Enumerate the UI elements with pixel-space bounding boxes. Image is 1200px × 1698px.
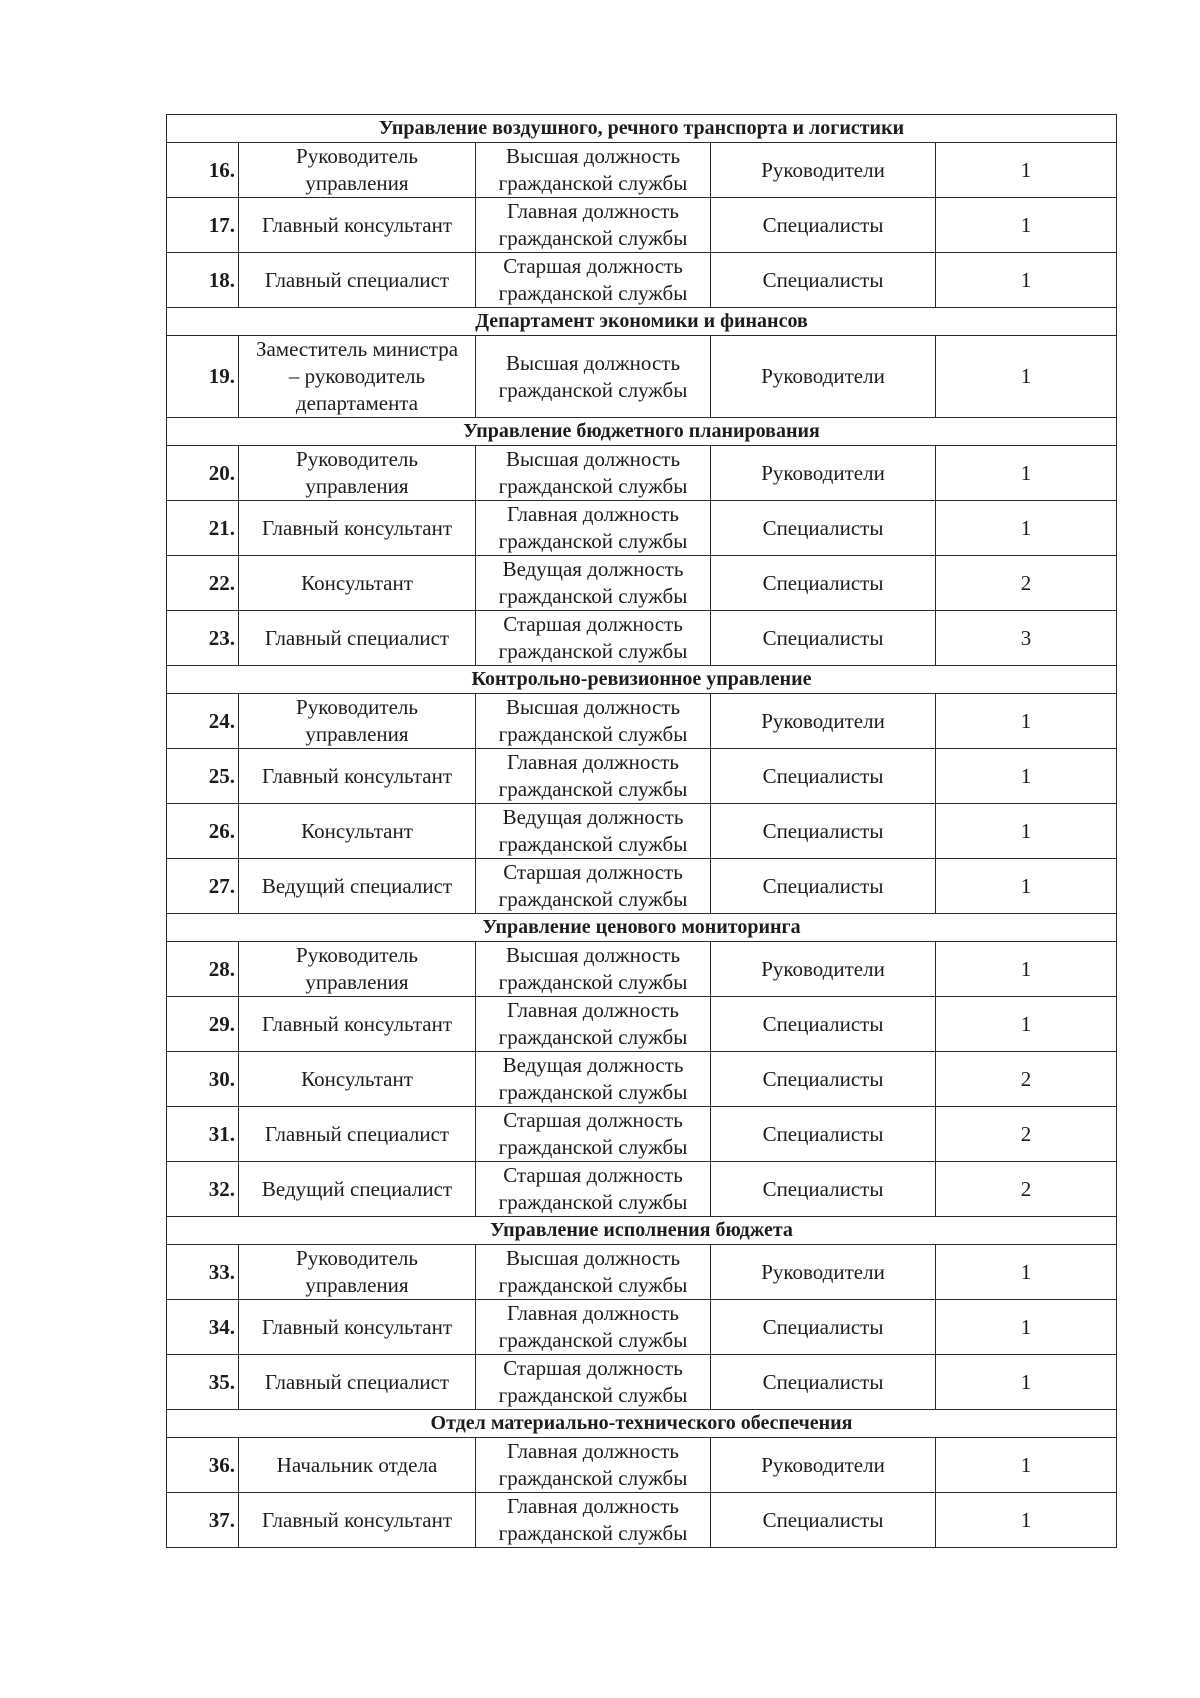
position-category-line: гражданской службы	[498, 722, 688, 746]
position-category	[476, 556, 711, 611]
position-category-line: гражданской службы	[498, 1521, 688, 1545]
position-title	[239, 143, 476, 198]
row-number: 27.	[167, 859, 239, 914]
table-row	[167, 501, 1117, 556]
section-header-row	[167, 914, 1117, 942]
position-count: 1	[936, 143, 1117, 198]
row-number: 36.	[167, 1438, 239, 1493]
position-category-line: гражданской службы	[498, 171, 688, 195]
position-title	[239, 1162, 476, 1217]
position-category-line: Старшая должность	[503, 1163, 683, 1187]
row-number: 33.	[167, 1245, 239, 1300]
position-title-line: Главный специалист	[264, 267, 450, 292]
position-category	[476, 1438, 711, 1493]
position-category	[476, 143, 711, 198]
position-group: Специалисты	[711, 1355, 936, 1410]
position-category-line: гражданской службы	[498, 887, 688, 911]
row-number: 35.	[167, 1355, 239, 1410]
position-category	[476, 1107, 711, 1162]
position-title	[239, 997, 476, 1052]
position-title	[239, 859, 476, 914]
position-title	[239, 1300, 476, 1355]
position-count: 1	[936, 198, 1117, 253]
position-count: 1	[936, 859, 1117, 914]
section-title: Контрольно-ревизионное управление	[167, 666, 1117, 694]
position-count: 3	[936, 611, 1117, 666]
position-group: Специалисты	[711, 556, 936, 611]
position-title-line: Ведущий специалист	[261, 1176, 453, 1201]
table-row	[167, 1300, 1117, 1355]
table-row	[167, 859, 1117, 914]
position-category-line: Главная должность	[507, 998, 679, 1022]
position-title	[239, 694, 476, 749]
position-title	[239, 942, 476, 997]
position-group: Специалисты	[711, 859, 936, 914]
position-group: Руководители	[711, 336, 936, 418]
table-row	[167, 253, 1117, 308]
position-group: Специалисты	[711, 611, 936, 666]
position-title	[239, 1438, 476, 1493]
row-number: 37.	[167, 1493, 239, 1548]
position-title-line: Руководитель	[296, 695, 418, 719]
row-number: 29.	[167, 997, 239, 1052]
position-title-line: – руководитель	[288, 364, 426, 388]
position-category	[476, 1162, 711, 1217]
position-category-line: Ведущая должность	[502, 557, 684, 581]
position-title-line: Главный консультант	[261, 763, 453, 788]
position-title-line: Руководитель	[296, 1246, 418, 1270]
position-category	[476, 942, 711, 997]
position-category-line: Высшая должность	[505, 695, 681, 719]
position-category-line: Высшая должность	[505, 943, 681, 967]
position-group: Руководители	[711, 1438, 936, 1493]
position-title-line: Консультант	[301, 570, 413, 595]
position-title	[239, 804, 476, 859]
position-category-line: Ведущая должность	[502, 805, 684, 829]
position-category-line: гражданской службы	[498, 529, 688, 553]
position-count: 1	[936, 694, 1117, 749]
position-category-line: гражданской службы	[498, 226, 688, 250]
position-count: 2	[936, 556, 1117, 611]
position-category-line: Ведущая должность	[502, 1053, 684, 1077]
section-header-row	[167, 666, 1117, 694]
position-title	[239, 501, 476, 556]
table-row	[167, 1245, 1117, 1300]
table-row	[167, 1355, 1117, 1410]
position-group: Руководители	[711, 446, 936, 501]
row-number: 32.	[167, 1162, 239, 1217]
row-number: 28.	[167, 942, 239, 997]
position-category-line: гражданской службы	[498, 777, 688, 801]
position-title-line: Главный специалист	[264, 1121, 450, 1146]
position-group: Специалисты	[711, 501, 936, 556]
table-row	[167, 997, 1117, 1052]
position-group: Руководители	[711, 942, 936, 997]
position-category-line: Старшая должность	[503, 860, 683, 884]
position-category-line: гражданской службы	[498, 1080, 688, 1104]
position-category	[476, 336, 711, 418]
position-category	[476, 198, 711, 253]
row-number: 22.	[167, 556, 239, 611]
position-group: Специалисты	[711, 1300, 936, 1355]
position-category	[476, 501, 711, 556]
table-body	[167, 115, 1117, 1548]
position-count: 1	[936, 253, 1117, 308]
table-row	[167, 1107, 1117, 1162]
position-category-line: гражданской службы	[498, 1190, 688, 1214]
position-category	[476, 997, 711, 1052]
position-count: 1	[936, 942, 1117, 997]
position-category-line: Старшая должность	[503, 254, 683, 278]
position-title	[239, 1052, 476, 1107]
section-header-row	[167, 115, 1117, 143]
position-count: 1	[936, 749, 1117, 804]
row-number: 18.	[167, 253, 239, 308]
section-title: Управление бюджетного планирования	[167, 418, 1117, 446]
position-category-line: Главная должность	[507, 502, 679, 526]
section-title: Управление ценового мониторинга	[167, 914, 1117, 942]
row-number: 20.	[167, 446, 239, 501]
position-title-line: управления	[305, 970, 409, 994]
position-title	[239, 336, 476, 418]
position-group: Руководители	[711, 694, 936, 749]
position-category-line: Старшая должность	[503, 1356, 683, 1380]
position-title-line: департамента	[295, 391, 419, 415]
position-title-line: Главный консультант	[261, 1507, 453, 1532]
position-title-line: управления	[305, 722, 409, 746]
position-category	[476, 1493, 711, 1548]
position-title	[239, 1493, 476, 1548]
position-title-line: Главный консультант	[261, 1011, 453, 1036]
table-row	[167, 942, 1117, 997]
position-title	[239, 1355, 476, 1410]
position-title-line: Ведущий специалист	[261, 873, 453, 898]
position-group: Руководители	[711, 1245, 936, 1300]
row-number: 25.	[167, 749, 239, 804]
position-category-line: гражданской службы	[498, 970, 688, 994]
row-number: 31.	[167, 1107, 239, 1162]
section-header-row	[167, 1410, 1117, 1438]
position-count: 1	[936, 1438, 1117, 1493]
position-title-line: управления	[305, 474, 409, 498]
position-category-line: гражданской службы	[498, 281, 688, 305]
position-title	[239, 611, 476, 666]
position-category-line: Высшая должность	[505, 144, 681, 168]
position-group: Специалисты	[711, 1162, 936, 1217]
row-number: 21.	[167, 501, 239, 556]
position-category-line: Старшая должность	[503, 1108, 683, 1132]
position-category	[476, 446, 711, 501]
row-number: 24.	[167, 694, 239, 749]
position-category-line: гражданской службы	[498, 1328, 688, 1352]
position-title-line: Главный специалист	[264, 1369, 450, 1394]
position-title	[239, 749, 476, 804]
position-count: 2	[936, 1162, 1117, 1217]
position-group: Специалисты	[711, 1107, 936, 1162]
position-group: Руководители	[711, 143, 936, 198]
position-category-line: гражданской службы	[498, 1025, 688, 1049]
position-title-line: Руководитель	[296, 943, 418, 967]
position-title-line: Главный специалист	[264, 625, 450, 650]
position-title-line: Главный консультант	[261, 1314, 453, 1339]
position-title-line: Руководитель	[296, 144, 418, 168]
position-category	[476, 1052, 711, 1107]
position-category	[476, 749, 711, 804]
position-category-line: гражданской службы	[498, 1135, 688, 1159]
table-row	[167, 804, 1117, 859]
position-title-line: Начальник отдела	[276, 1452, 438, 1477]
position-title-line: Главный консультант	[261, 515, 453, 540]
row-number: 30.	[167, 1052, 239, 1107]
position-category-line: Главная должность	[507, 199, 679, 223]
position-title	[239, 556, 476, 611]
position-group: Специалисты	[711, 997, 936, 1052]
position-title-line: Консультант	[301, 818, 413, 843]
table-row	[167, 336, 1117, 418]
position-category-line: гражданской службы	[498, 639, 688, 663]
position-category-line: Главная должность	[507, 1494, 679, 1518]
position-title-line: Руководитель	[296, 447, 418, 471]
position-count: 1	[936, 446, 1117, 501]
position-count: 2	[936, 1107, 1117, 1162]
position-category-line: гражданской службы	[498, 377, 688, 402]
section-title: Управление исполнения бюджета	[167, 1217, 1117, 1245]
position-category	[476, 611, 711, 666]
position-title-line: Главный консультант	[261, 212, 453, 237]
position-category	[476, 694, 711, 749]
position-category	[476, 859, 711, 914]
table-row	[167, 198, 1117, 253]
section-header-row	[167, 418, 1117, 446]
position-count: 2	[936, 1052, 1117, 1107]
table-row	[167, 749, 1117, 804]
position-title	[239, 253, 476, 308]
position-count: 1	[936, 1245, 1117, 1300]
position-title-line: Консультант	[301, 1066, 413, 1091]
table-row	[167, 1052, 1117, 1107]
position-count: 1	[936, 501, 1117, 556]
section-header-row	[167, 1217, 1117, 1245]
position-category-line: гражданской службы	[498, 1273, 688, 1297]
table-row	[167, 1162, 1117, 1217]
position-category-line: гражданской службы	[498, 584, 688, 608]
position-category-line: гражданской службы	[498, 1383, 688, 1407]
position-count: 1	[936, 997, 1117, 1052]
position-group: Специалисты	[711, 198, 936, 253]
position-title-line: управления	[305, 1273, 409, 1297]
position-title	[239, 446, 476, 501]
row-number: 17.	[167, 198, 239, 253]
row-number: 23.	[167, 611, 239, 666]
table-row	[167, 1438, 1117, 1493]
position-category-line: Главная должность	[507, 1301, 679, 1325]
table-row	[167, 143, 1117, 198]
position-count: 1	[936, 336, 1117, 418]
position-group: Специалисты	[711, 804, 936, 859]
position-count: 1	[936, 1300, 1117, 1355]
section-title: Отдел материально-технического обеспечения	[167, 1410, 1117, 1438]
position-category	[476, 1245, 711, 1300]
position-category-line: Главная должность	[507, 1439, 679, 1463]
position-group: Специалисты	[711, 749, 936, 804]
section-header-row	[167, 308, 1117, 336]
row-number: 16.	[167, 143, 239, 198]
position-title	[239, 1245, 476, 1300]
position-category-line: Высшая должность	[505, 447, 681, 471]
position-category	[476, 253, 711, 308]
position-category	[476, 804, 711, 859]
position-title-line: управления	[305, 171, 409, 195]
position-category-line: Старшая должность	[503, 612, 683, 636]
row-number: 26.	[167, 804, 239, 859]
section-title: Управление воздушного, речного транспорта и логистики	[167, 115, 1117, 143]
position-title	[239, 1107, 476, 1162]
position-category-line: гражданской службы	[498, 1466, 688, 1490]
position-count: 1	[936, 1493, 1117, 1548]
position-category-line: Высшая должность	[505, 1246, 681, 1270]
position-title-line: Заместитель министра	[255, 337, 459, 361]
position-category-line: гражданской службы	[498, 474, 688, 498]
position-count: 1	[936, 804, 1117, 859]
table-row	[167, 1493, 1117, 1548]
position-category-line: Высшая должность	[505, 350, 681, 375]
row-number: 19.	[167, 336, 239, 418]
staff-positions-table	[166, 114, 1117, 1548]
position-count: 1	[936, 1355, 1117, 1410]
position-category-line: гражданской службы	[498, 832, 688, 856]
position-group: Специалисты	[711, 253, 936, 308]
position-group: Специалисты	[711, 1493, 936, 1548]
position-group: Специалисты	[711, 1052, 936, 1107]
table-row	[167, 611, 1117, 666]
row-number: 34.	[167, 1300, 239, 1355]
position-category	[476, 1300, 711, 1355]
position-category-line: Главная должность	[507, 750, 679, 774]
position-category	[476, 1355, 711, 1410]
position-title	[239, 198, 476, 253]
table-row	[167, 694, 1117, 749]
section-title: Департамент экономики и финансов	[167, 308, 1117, 336]
table-row	[167, 556, 1117, 611]
table-row	[167, 446, 1117, 501]
